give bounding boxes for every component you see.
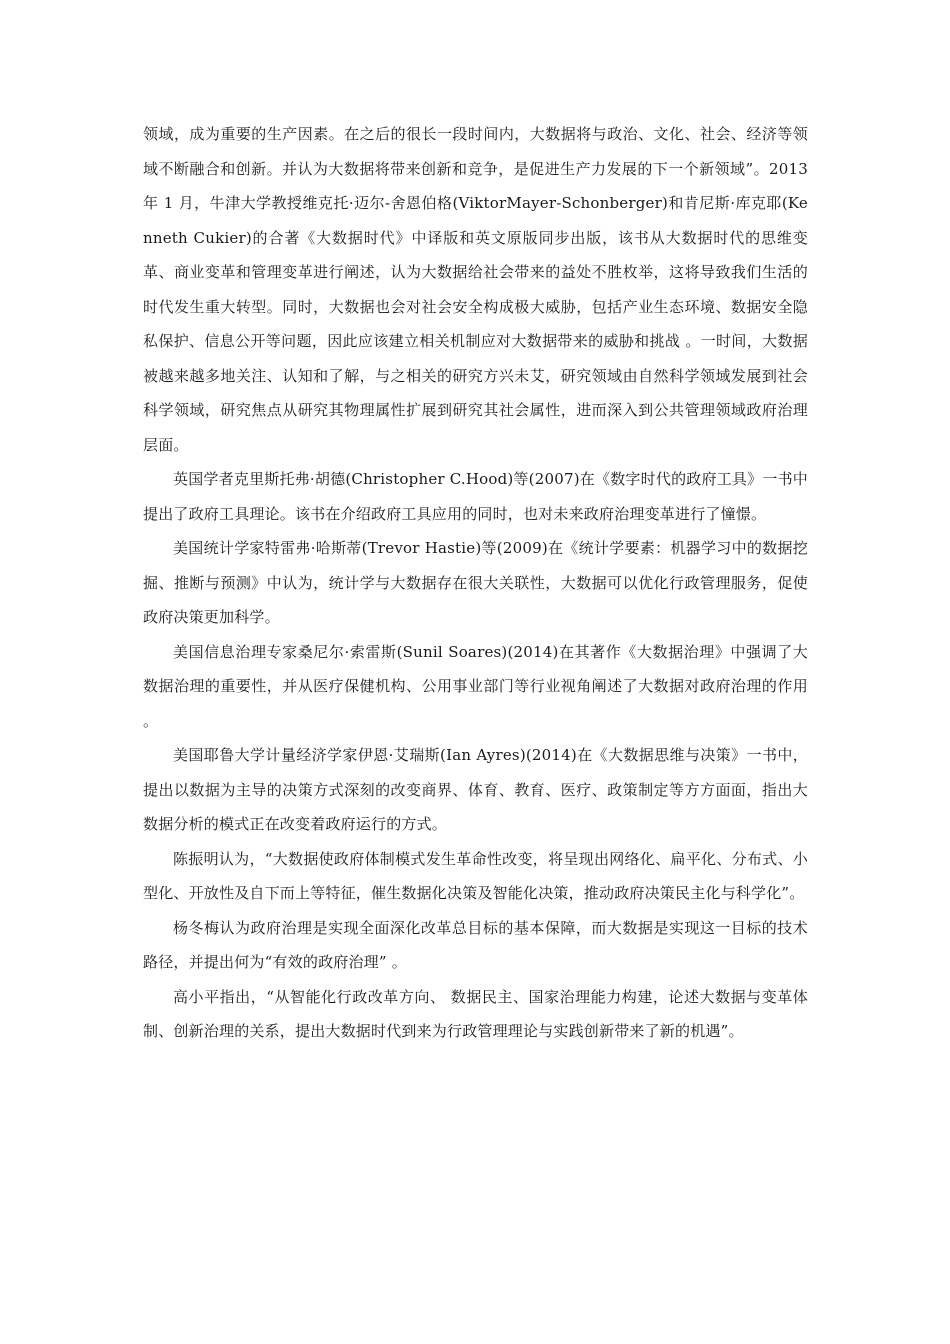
paragraph-hood-government-tools: 英国学者克里斯托弗·胡德(Christopher C.Hood)等(2007)在《数字时代的政府工具》一书中提出了政府工具理论。该书在介绍政府工具应用的同时，也对未来政府治理变革进行了憧憬。 xyxy=(143,470,808,523)
paragraph-yang-dongmei: 杨冬梅认为政府治理是实现全面深化改革总目标的基本保障，而大数据是实现这一目标的技术路径，并提出何为“有效的政府治理” 。 xyxy=(143,918,808,971)
paragraph-gao-xiaoping: 高小平指出，“从智能化行政改革方向、 数据民主、国家治理能力构建，论述大数据与变革体制、创新治理的关系，提出大数据时代到来为行政管理理论与实践创新带来了新的机遇”。 xyxy=(143,987,808,1040)
document-body xyxy=(143,117,808,1049)
paragraph-hastie-statistics: 美国统计学家特雷弗·哈斯蒂(Trevor Hastie)等(2009)在《统计学要素：机器学习中的数据挖掘、推断与预测》中认为，统计学与大数据存在很大关联性，大数据可以优化行政管理服务，促使政府决策更加科学。 xyxy=(143,539,808,626)
paragraph-chen-zhenming: 陈振明认为，“大数据使政府体制模式发生革命性改变，将呈现出网络化、扁平化、分布式、小型化、开放性及自下而上等特征，催生数据化决策及智能化决策，推动政府决策民主化与科学化”。 xyxy=(143,849,808,902)
paragraph-big-data-era-overview: 领域，成为重要的生产因素。在之后的很长一段时间内，大数据将与政治、文化、社会、经济等领域不断融合和创新。并认为大数据将带来创新和竞争，是促进生产力发展的下一个新领域”。2013 年 1 月，牛津大学教授维克托·迈尔-舍恩伯格(ViktorMayer-Schonberger)和肯尼斯·库克耶(Kenneth Cukier)的合著《大数据时代》中译版和英文原版同步出版，该书从大数据时代的思维变革、商业变革和管理变革进行阐述，认为大数据给社会带来的益处不胜枚举，这将导致我们生活的时代发生重大转型。同时，大数据也会对社会安全构成极大威胁，包括产业生态环境、数据安全隐私保护、信息公开等问题，因此应该建立相关机制应对大数据带来的威胁和挑战 。一时间，大数据被越来越多地关注、认知和了解，与之相关的研究方兴未艾，研究领域由自然科学领域发展到社会科学领域，研究焦点从研究其物理属性扩展到研究其社会属性，进而深入到公共管理领域政府治理层面。 xyxy=(143,125,808,454)
paragraph-ayres-decisions: 美国耶鲁大学计量经济学家伊恩·艾瑞斯(Ian Ayres)(2014)在《大数据思维与决策》一书中，提出以数据为主导的决策方式深刻的改变商界、体育、教育、医疗、政策制定等方方面面，指出大数据分析的模式正在改变着政府运行的方式。 xyxy=(143,746,808,833)
paragraph-soares-governance: 美国信息治理专家桑尼尔·索雷斯(Sunil Soares)(2014)在其著作《大数据治理》中强调了大数据治理的重要性，并从医疗保健机构、公用事业部门等行业视角阐述了大数据对政府治理的作用 。 xyxy=(143,642,808,730)
